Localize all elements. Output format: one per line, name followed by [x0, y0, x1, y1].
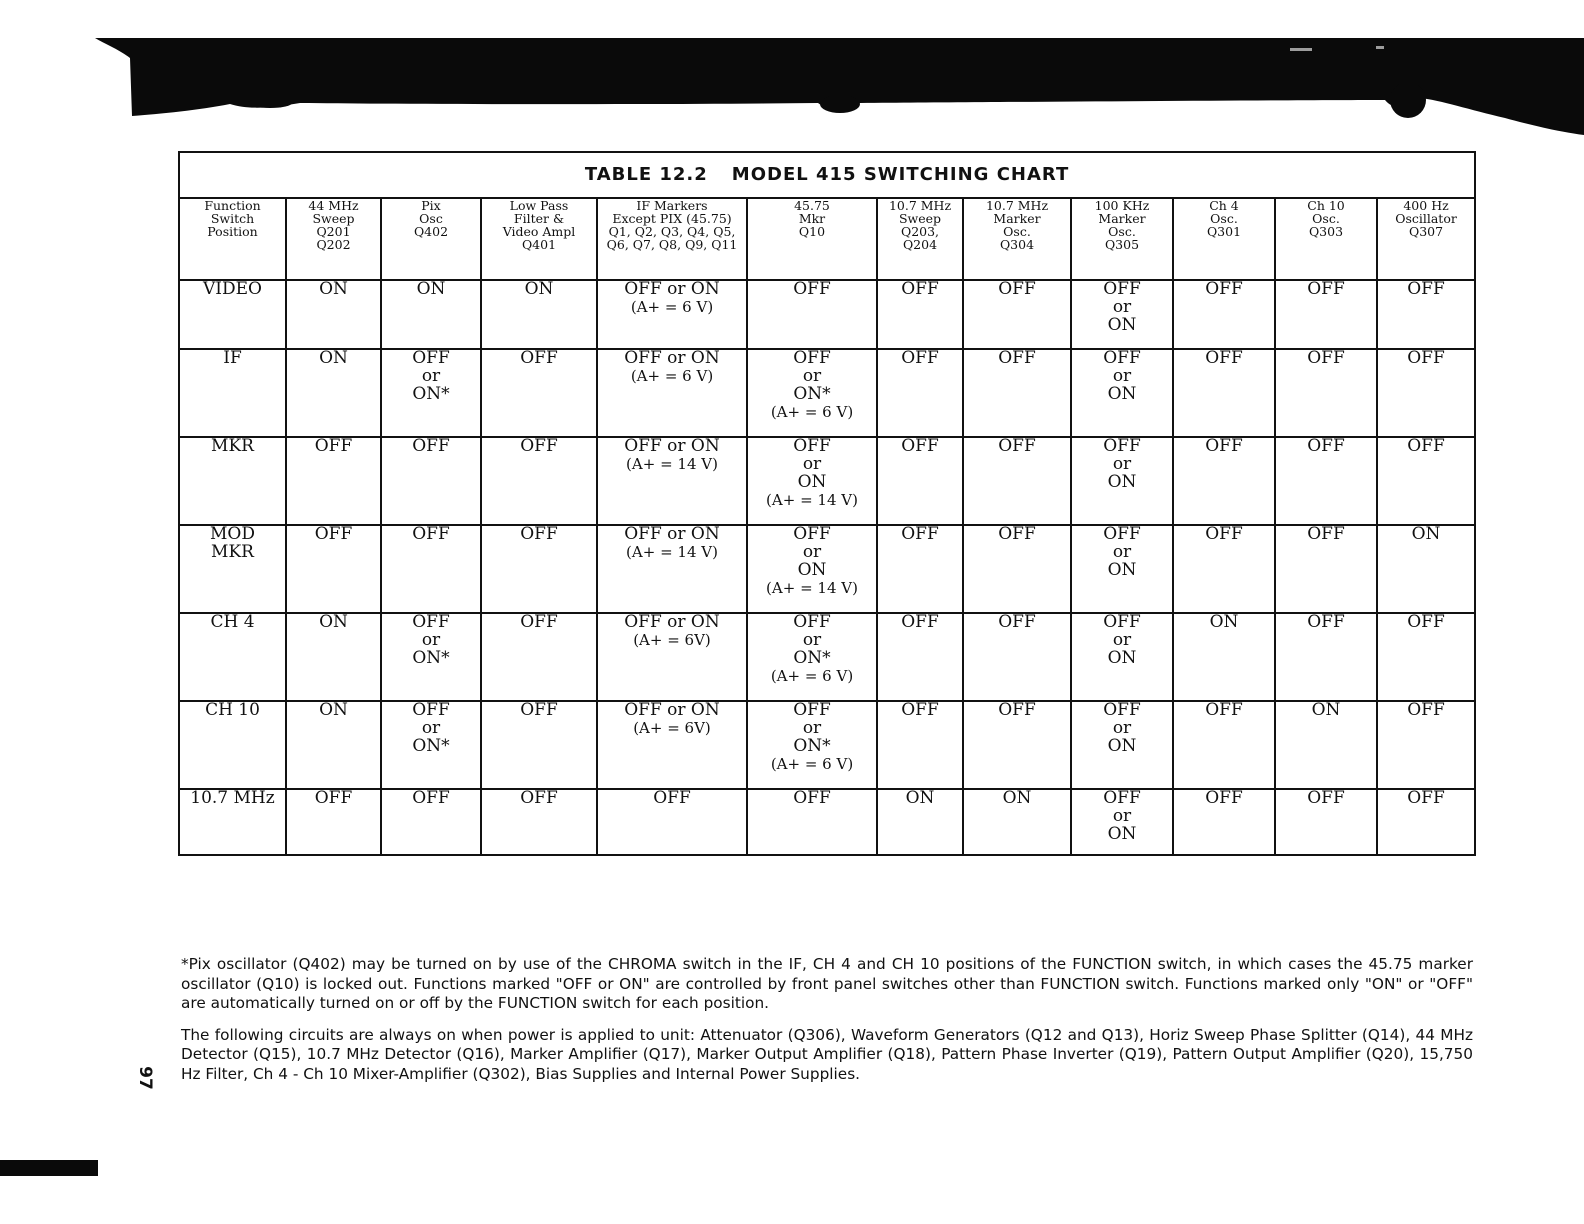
table-row	[179, 789, 1475, 855]
cell-line: (A+ = 6 V)	[770, 402, 854, 421]
state-cell	[1173, 280, 1275, 349]
cell-line: ON	[319, 700, 348, 720]
state-cell	[1071, 525, 1173, 613]
state-cell	[1071, 349, 1173, 437]
state-cell	[877, 349, 963, 437]
cell-line: ON	[1107, 647, 1137, 668]
cell-line: or	[421, 629, 441, 650]
cell-line: OFF	[1307, 436, 1345, 456]
cell-line: OFF	[793, 279, 831, 299]
state-cell	[481, 789, 597, 855]
state-cell	[286, 701, 381, 789]
state-cell	[963, 613, 1071, 701]
column-header	[481, 198, 597, 280]
cell-line: OFF or ON	[624, 348, 720, 368]
state-cell	[1071, 437, 1173, 525]
cell-line: ON	[797, 559, 827, 580]
cell-line: Sweep	[312, 211, 355, 227]
cell-line: or	[421, 365, 441, 386]
cell-line: Q307	[1408, 224, 1444, 240]
cell-line: OFF	[793, 788, 831, 808]
table-header-row	[179, 198, 1475, 280]
cell-line: ON	[1107, 823, 1137, 844]
function-position-cell	[179, 349, 286, 437]
cell-line: OFF or ON	[624, 279, 720, 299]
state-cell	[1071, 701, 1173, 789]
state-cell	[1377, 349, 1475, 437]
state-cell	[597, 280, 747, 349]
cell-line: or	[802, 453, 822, 474]
cell-line: Q201	[316, 224, 351, 240]
cell-line: ON	[1209, 612, 1239, 632]
state-cell	[381, 437, 481, 525]
cell-line: OFF	[998, 612, 1036, 632]
state-cell	[877, 613, 963, 701]
state-cell	[1071, 789, 1173, 855]
state-cell	[1275, 280, 1377, 349]
cell-line: OFF	[520, 700, 558, 720]
state-cell	[597, 525, 747, 613]
state-cell	[381, 525, 481, 613]
cell-line: Except PIX (45.75)	[612, 211, 732, 227]
cell-line: ON	[319, 612, 348, 632]
cell-line: ON	[1107, 559, 1137, 580]
cell-line: Q10	[798, 224, 826, 240]
state-cell	[381, 701, 481, 789]
cell-line: VIDEO	[203, 279, 262, 299]
cell-line: OFF	[901, 279, 939, 299]
state-cell	[481, 613, 597, 701]
cell-line: MKR	[211, 541, 254, 562]
state-cell	[381, 613, 481, 701]
state-cell	[747, 613, 877, 701]
table-number: TABLE 12.2	[584, 163, 708, 185]
cell-line: or	[1112, 365, 1132, 386]
cell-line: or	[1112, 717, 1132, 738]
switching-chart	[178, 151, 1474, 856]
state-cell	[747, 701, 877, 789]
state-cell	[597, 437, 747, 525]
cell-line: Oscillator	[1395, 211, 1457, 227]
function-position-cell	[179, 789, 286, 855]
cell-line: ON	[797, 471, 827, 492]
cell-line: CH 4	[210, 612, 255, 632]
function-position-cell	[179, 525, 286, 613]
state-cell	[481, 437, 597, 525]
cell-line: OFF	[901, 700, 939, 720]
state-cell	[877, 280, 963, 349]
cell-line: or	[802, 629, 822, 650]
cell-line: Q1, Q2, Q3, Q4, Q5,	[608, 224, 736, 240]
cell-line: OFF	[314, 436, 353, 456]
cell-line: OFF	[901, 348, 939, 368]
state-cell	[1173, 525, 1275, 613]
cell-line: OFF	[412, 524, 450, 544]
state-cell	[1071, 613, 1173, 701]
cell-line: OFF	[1407, 436, 1445, 456]
footnote: *Pix oscillator (Q402) may be turned on by use of the CHROMA switch in the IF, CH 4 and CH 10 positions of the FUNCTION switch, in which cases the 45.75 marker oscillator (Q10) is locked out. Functions marked "OFF or ON" are controlled by front panel switches other than FUNCTION switch. Functions marked only "ON" or "OFF" are automatically turned on or off by the FUNCTION switch for each position.	[181, 955, 1473, 1012]
cell-line: OFF	[1307, 612, 1345, 632]
cell-line: OFF	[793, 612, 831, 632]
notes	[181, 955, 1473, 1096]
cell-line: OFF	[998, 436, 1036, 456]
cell-line: Position	[207, 224, 258, 240]
cell-line: OFF	[412, 436, 450, 456]
cell-line: Q401	[521, 237, 557, 253]
state-cell	[1377, 525, 1475, 613]
cell-line: Marker	[1098, 211, 1146, 227]
state-cell	[747, 525, 877, 613]
cell-line: Low Pass	[509, 198, 569, 213]
cell-line: Q402	[413, 224, 449, 240]
state-cell	[1173, 437, 1275, 525]
cell-line: OFF	[314, 788, 353, 808]
cell-line: OFF	[1407, 612, 1445, 632]
cell-line: Filter &	[513, 211, 565, 227]
cell-line: or	[802, 541, 822, 562]
cell-line: Q301	[1206, 224, 1242, 240]
cell-line: OFF	[1407, 700, 1445, 720]
cell-line: OFF	[1205, 788, 1243, 808]
state-cell	[597, 613, 747, 701]
cell-line: 100 KHz	[1094, 198, 1150, 213]
function-position-cell	[179, 437, 286, 525]
cell-line: ON	[319, 279, 348, 299]
cell-line: OFF or ON	[624, 436, 720, 456]
cell-line: 400 Hz	[1403, 198, 1449, 213]
table-row	[179, 349, 1475, 437]
state-cell	[286, 525, 381, 613]
cell-line: OFF	[793, 700, 831, 720]
state-cell	[481, 349, 597, 437]
state-cell	[877, 437, 963, 525]
cell-line: Function	[204, 198, 261, 213]
state-cell	[286, 613, 381, 701]
cell-line: ON*	[412, 735, 450, 756]
scan-shadow-band	[0, 0, 1584, 160]
cell-line: OFF	[653, 788, 691, 808]
cell-line: ON*	[793, 647, 831, 668]
cell-line: OFF	[1103, 524, 1141, 544]
cell-line: Video Ampl	[502, 224, 576, 240]
cell-line: OFF	[520, 788, 558, 808]
cell-line: OFF	[1103, 788, 1141, 808]
column-header	[963, 198, 1071, 280]
cell-line: OFF	[520, 524, 558, 544]
state-cell	[1071, 280, 1173, 349]
state-cell	[877, 525, 963, 613]
cell-line: OFF	[1205, 348, 1243, 368]
cell-line: Osc.	[1108, 224, 1136, 240]
switching-table	[178, 151, 1476, 856]
state-cell	[963, 437, 1071, 525]
cell-line: OFF	[412, 788, 450, 808]
column-header	[1071, 198, 1173, 280]
cell-line: Ch 10	[1307, 198, 1345, 213]
scan-edge-mark	[0, 1160, 98, 1176]
column-header	[1377, 198, 1475, 280]
cell-line: IF	[223, 348, 242, 368]
state-cell	[747, 349, 877, 437]
state-cell	[877, 789, 963, 855]
cell-line: OFF	[1103, 348, 1141, 368]
cell-line: OFF	[901, 436, 939, 456]
cell-line: OFF	[1307, 788, 1345, 808]
state-cell	[286, 349, 381, 437]
cell-line: OFF	[1307, 524, 1345, 544]
state-cell	[1377, 280, 1475, 349]
state-cell	[1275, 525, 1377, 613]
cell-line: Osc.	[1312, 211, 1340, 227]
state-cell	[1173, 613, 1275, 701]
state-cell	[963, 280, 1071, 349]
cell-line: OFF or ON	[624, 700, 720, 720]
cell-line: Mkr	[798, 211, 826, 227]
cell-line: (A+ = 6 V)	[770, 666, 854, 685]
state-cell	[1377, 613, 1475, 701]
state-cell	[747, 437, 877, 525]
column-header	[877, 198, 963, 280]
cell-line: (A+ = 6 V)	[630, 366, 714, 385]
function-position-cell	[179, 701, 286, 789]
cell-line: ON*	[412, 647, 450, 668]
cell-line: (A+ = 14 V)	[626, 454, 718, 473]
cell-line: 10.7 MHz	[888, 198, 952, 213]
cell-line: OFF	[1103, 612, 1141, 632]
cell-line: or	[1112, 453, 1132, 474]
column-header	[286, 198, 381, 280]
cell-line: Q203,	[900, 224, 940, 240]
cell-line: (A+ = 14 V)	[766, 578, 858, 597]
page-number: 97	[135, 1066, 155, 1090]
cell-line: or	[802, 717, 822, 738]
cell-line: or	[1112, 541, 1132, 562]
cell-line: or	[1112, 629, 1132, 650]
column-header	[1173, 198, 1275, 280]
cell-line: Q305	[1104, 237, 1140, 253]
cell-line: OFF	[1205, 700, 1243, 720]
cell-line: (A+ = 14 V)	[626, 542, 718, 561]
cell-line: ON	[1107, 735, 1137, 756]
table-row	[179, 525, 1475, 613]
cell-line: ON	[905, 788, 935, 808]
state-cell	[1173, 789, 1275, 855]
column-header	[179, 198, 286, 280]
cell-line: ON	[1411, 524, 1441, 544]
table-row	[179, 437, 1475, 525]
cell-line: 10.7 MHz	[190, 788, 275, 808]
state-cell	[963, 349, 1071, 437]
state-cell	[597, 349, 747, 437]
state-cell	[1275, 437, 1377, 525]
cell-line: Pix	[421, 198, 441, 213]
state-cell	[381, 789, 481, 855]
cell-line: OFF	[793, 524, 831, 544]
cell-line: 10.7 MHz	[985, 198, 1049, 213]
state-cell	[963, 525, 1071, 613]
state-cell	[1275, 613, 1377, 701]
cell-line: Q202	[316, 237, 351, 253]
state-cell	[1377, 437, 1475, 525]
cell-line: OFF	[1205, 279, 1243, 299]
cell-line: OFF	[1103, 279, 1141, 299]
column-header	[381, 198, 481, 280]
cell-line: Osc.	[1003, 224, 1031, 240]
cell-line: Marker	[993, 211, 1041, 227]
cell-line: ON	[1107, 383, 1137, 404]
state-cell	[286, 789, 381, 855]
cell-line: Osc.	[1210, 211, 1238, 227]
cell-line: OFF	[412, 612, 450, 632]
cell-line: ON	[524, 279, 554, 299]
cell-line: OFF	[314, 524, 353, 544]
state-cell	[1377, 789, 1475, 855]
table-title	[179, 152, 1475, 198]
state-cell	[286, 437, 381, 525]
cell-line: Switch	[210, 211, 255, 227]
cell-line: ON	[1107, 314, 1137, 335]
table-row	[179, 701, 1475, 789]
cell-line: ON	[319, 348, 348, 368]
cell-line: OFF	[520, 348, 558, 368]
cell-line: OFF	[412, 700, 450, 720]
cell-line: Q304	[999, 237, 1035, 253]
cell-line: OFF	[1103, 436, 1141, 456]
column-header	[597, 198, 747, 280]
cell-line: ON	[416, 279, 446, 299]
state-cell	[963, 789, 1071, 855]
cell-line: 44 MHz	[308, 198, 359, 213]
cell-line: or	[802, 365, 822, 386]
cell-line: Osc	[419, 211, 443, 227]
cell-line: or	[1112, 805, 1132, 826]
cell-line: Ch 4	[1209, 198, 1239, 213]
state-cell	[1377, 701, 1475, 789]
cell-line: Q303	[1308, 224, 1344, 240]
cell-line: or	[421, 717, 441, 738]
cell-line: OFF or ON	[624, 524, 720, 544]
cell-line: OFF	[1103, 700, 1141, 720]
cell-line: ON	[1107, 471, 1137, 492]
cell-line: OFF	[998, 279, 1036, 299]
state-cell	[481, 280, 597, 349]
state-cell	[1275, 789, 1377, 855]
state-cell	[597, 701, 747, 789]
state-cell	[1275, 349, 1377, 437]
cell-line: CH 10	[205, 700, 260, 720]
cell-line: OFF	[412, 348, 450, 368]
state-cell	[877, 701, 963, 789]
function-position-cell	[179, 280, 286, 349]
cell-line: OFF	[1407, 279, 1445, 299]
cell-line: OFF	[1205, 436, 1243, 456]
cell-line: IF Markers	[636, 198, 708, 213]
cell-line: OFF	[793, 348, 831, 368]
table-row	[179, 280, 1475, 349]
cell-line: OFF	[520, 612, 558, 632]
state-cell	[747, 789, 877, 855]
state-cell	[1173, 349, 1275, 437]
cell-line: ON*	[793, 735, 831, 756]
cell-line: ON	[1002, 788, 1032, 808]
cell-line: (A+ = 6V)	[633, 718, 711, 737]
cell-line: OFF	[998, 524, 1036, 544]
cell-line: OFF	[901, 612, 939, 632]
cell-line: OFF	[1307, 348, 1345, 368]
function-position-cell	[179, 613, 286, 701]
cell-line: (A+ = 6 V)	[630, 297, 714, 316]
state-cell	[381, 349, 481, 437]
column-header	[747, 198, 877, 280]
cell-line: Q6, Q7, Q8, Q9, Q11	[606, 237, 738, 253]
cell-line: OFF	[1407, 348, 1445, 368]
cell-line: 45.75	[794, 198, 830, 213]
always-on-note: The following circuits are always on when power is applied to unit: Attenuator (Q306), Waveform Generators (Q12 and Q13), Horiz Sweep Phase Splitter (Q14), 44 MHz Detector (Q15), 10.7 MHz Detector (Q16), Marker Amplifier (Q17), Marker Output Amplifier (Q18), Pattern Phase Inverter (Q19), Pattern Output Amplifier (Q20), 15,750 Hz Filter, Ch 4 - Ch 10 Mixer-Amplifier (Q302), Bias Supplies and Internal Power Supplies.	[181, 1025, 1473, 1083]
cell-line: MKR	[211, 436, 254, 456]
state-cell	[1275, 701, 1377, 789]
state-cell	[481, 701, 597, 789]
cell-line: Q204	[902, 237, 938, 253]
state-cell	[597, 789, 747, 855]
state-cell	[747, 280, 877, 349]
state-cell	[286, 280, 381, 349]
cell-line: OFF	[1205, 524, 1243, 544]
state-cell	[381, 280, 481, 349]
table-title-text: MODEL 415 SWITCHING CHART	[731, 163, 1070, 185]
cell-line: Sweep	[898, 211, 942, 227]
cell-line: or	[1112, 296, 1132, 317]
cell-line: OFF	[901, 524, 939, 544]
state-cell	[963, 701, 1071, 789]
cell-line: ON	[1311, 700, 1341, 720]
cell-line: ON*	[412, 383, 450, 404]
cell-line: OFF	[998, 348, 1036, 368]
table-row	[179, 613, 1475, 701]
cell-line: (A+ = 14 V)	[766, 490, 858, 509]
state-cell	[481, 525, 597, 613]
cell-line: OFF	[520, 436, 558, 456]
cell-line: (A+ = 6V)	[633, 630, 711, 649]
cell-line: ON*	[793, 383, 831, 404]
cell-line: OFF	[1307, 279, 1345, 299]
state-cell	[1173, 701, 1275, 789]
cell-line: OFF or ON	[624, 612, 720, 632]
cell-line: OFF	[1407, 788, 1445, 808]
cell-line: OFF	[998, 700, 1036, 720]
cell-line: OFF	[793, 436, 831, 456]
cell-line: MOD	[210, 524, 255, 544]
cell-line: (A+ = 6 V)	[770, 754, 854, 773]
column-header	[1275, 198, 1377, 280]
